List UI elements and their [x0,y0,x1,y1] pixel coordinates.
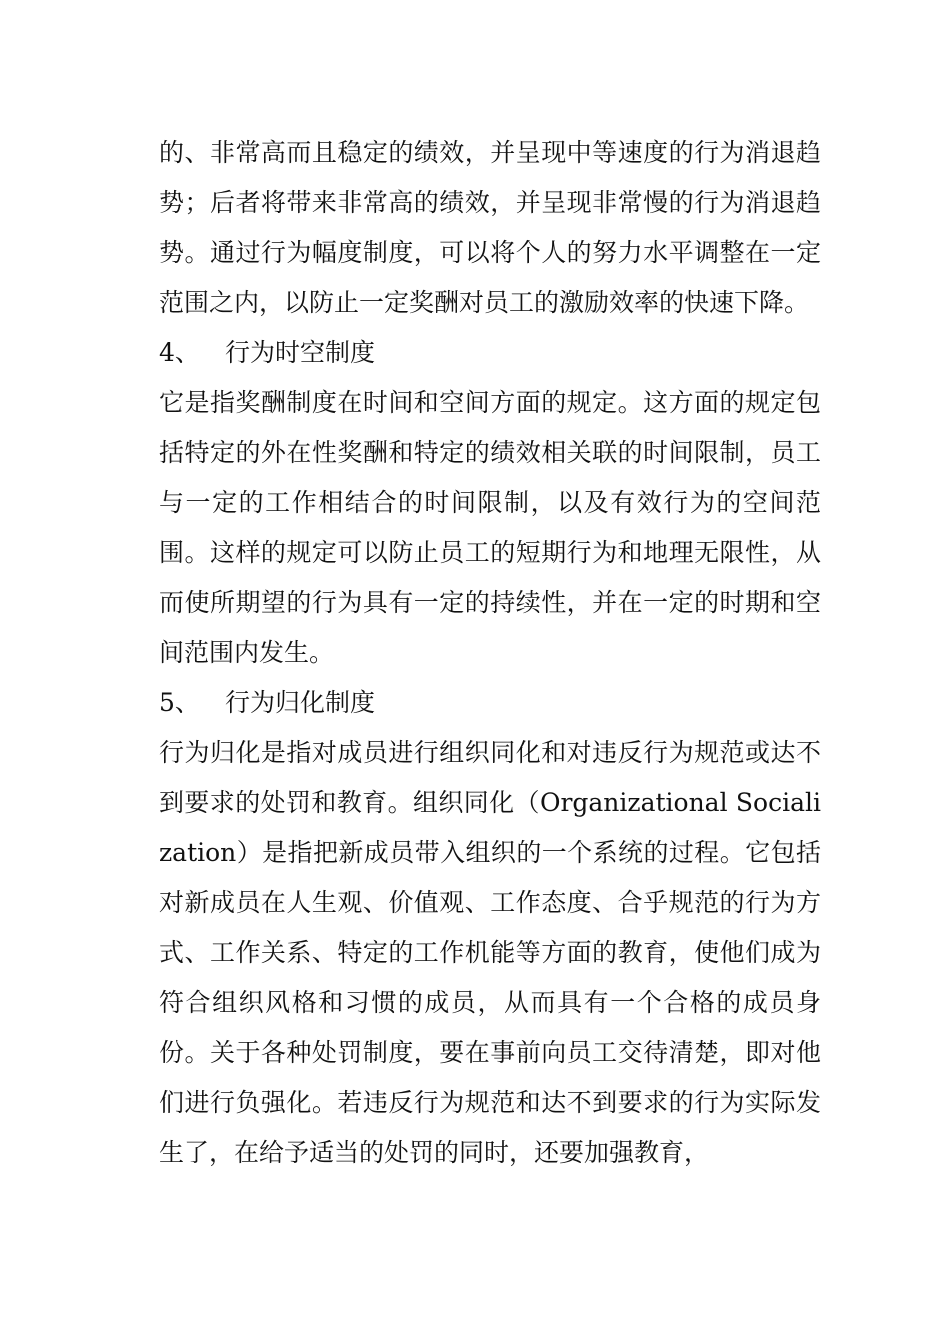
section-heading-4 [159,328,821,378]
section-title: 行为时空制度 [225,338,376,367]
paragraph-behavior-range-end: 的、非常高而且稳定的绩效，并呈现中等速度的行为消退趋势；后者将带来非常高的绩效，并呈现非常慢的行为消退趋势。通过行为幅度制度，可以将个人的努力水平调整在一定范围之内，以防止一定奖酬对员工的激励效率的快速下降。 [159,138,821,317]
section-heading-5 [159,678,821,728]
paragraph-time-space-system: 它是指奖酬制度在时间和空间方面的规定。这方面的规定包括特定的外在性奖酬和特定的绩效相关联的时间限制，员工与一定的工作相结合的时间限制，以及有效行为的空间范围。这样的规定可以防止员工的短期行为和地理无限性，从而使所期望的行为具有一定的持续性，并在一定的时期和空间范围内发生。 [159,388,821,667]
section-number: 5、 [159,688,200,717]
section-title: 行为归化制度 [225,688,376,717]
document-body [159,128,821,1178]
section-number: 4、 [159,338,200,367]
paragraph-behavior-socialization: 行为归化是指对成员进行组织同化和对违反行为规范或达不到要求的处罚和教育。组织同化（Organizational Socialization）是指把新成员带入组织的一个系统的过程。它包括对新成员在人生观、价值观、工作态度、合乎规范的行为方式、工作关系、特定的工作机能等方面的教育，使他们成为符合组织风格和习惯的成员，从而具有一个合格的成员身份。关于各种处罚制度，要在事前向员工交待清楚，即对他们进行负强化。若违反行为规范和达不到要求的行为实际发生了，在给予适当的处罚的同时，还要加强教育， [159,738,821,1167]
